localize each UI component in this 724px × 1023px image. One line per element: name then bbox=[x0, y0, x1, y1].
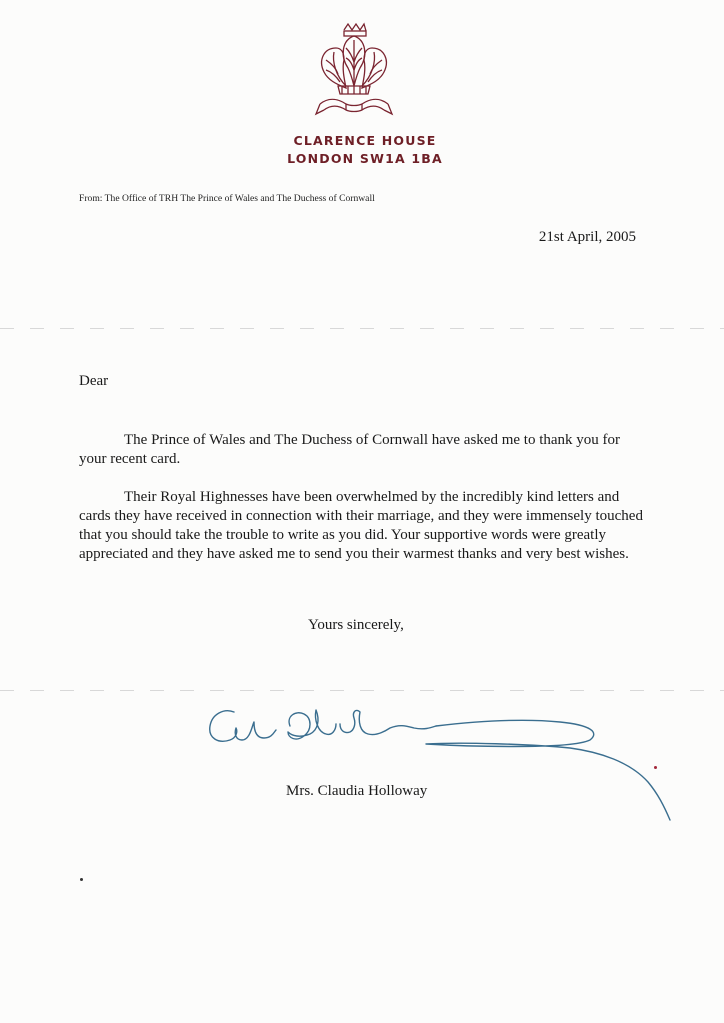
body-paragraph-1: The Prince of Wales and The Duchess of Cornwall have asked me to thank you for your recent card. bbox=[79, 432, 621, 467]
body-paragraph-2: Their Royal Highnesses have been overwhelmed by the incredibly kind letters and cards they have received in connection with their marriage, and they were immensely touched that you should take the trouble to write as you did. Your supportive words were greatly appreciated and they have asked me to send you their warmest thanks and very best wishes. bbox=[79, 489, 643, 562]
letterhead-address-line-2: LONDON SW1A 1BA bbox=[287, 151, 443, 166]
signer-name: Mrs. Claudia Holloway bbox=[286, 783, 428, 799]
ink-speck bbox=[654, 766, 657, 769]
from-line: From: The Office of TRH The Prince of Wales and The Duchess of Cornwall bbox=[79, 193, 375, 204]
salutation: Dear bbox=[79, 373, 109, 389]
paper-fold-line bbox=[0, 690, 724, 691]
prince-of-wales-feathers-crest-icon bbox=[306, 22, 402, 122]
ink-speck bbox=[80, 878, 83, 881]
paper-fold-line bbox=[0, 328, 724, 329]
letter-date: 21st April, 2005 bbox=[538, 229, 636, 245]
handwritten-signature bbox=[200, 696, 690, 831]
letterhead-address-line-1: CLARENCE HOUSE bbox=[293, 133, 437, 148]
closing: Yours sincerely, bbox=[308, 617, 404, 633]
